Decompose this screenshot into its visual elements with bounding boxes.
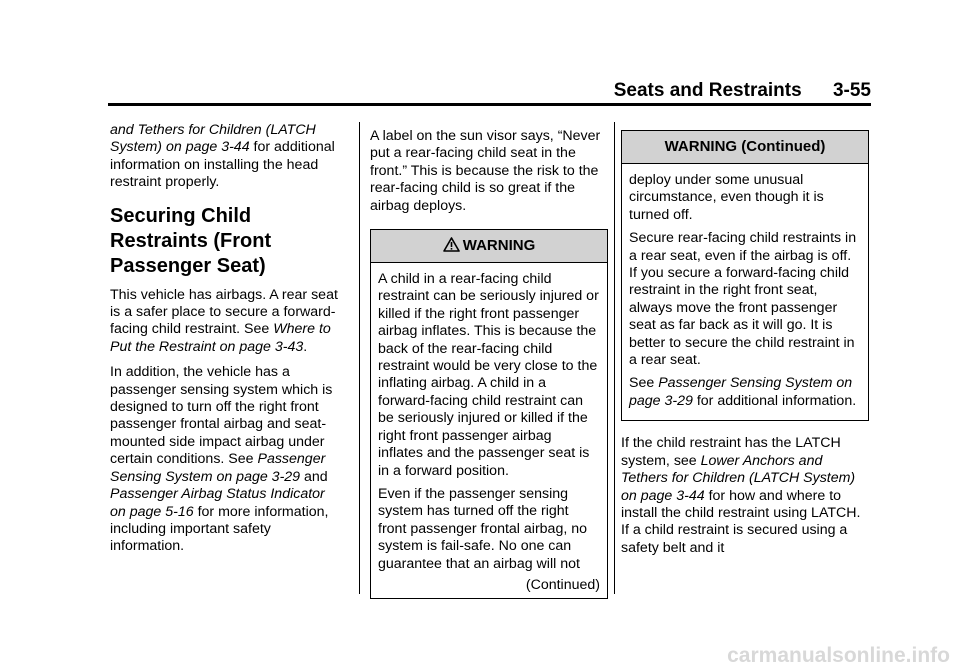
- paragraph: [110, 287, 342, 357]
- text: .: [303, 338, 308, 355]
- text: See: [629, 375, 659, 392]
- text: This vehicle has airbags. A rear seat is a safer place to secure a forward-facing child restraint. See: [110, 286, 338, 338]
- column-divider: [359, 122, 360, 594]
- cross-reference-link[interactable]: Where to Put the Restraint on page 3-43: [110, 321, 331, 355]
- column-left: [110, 122, 342, 564]
- text: for how and where to install the child restraint using LATCH. If a child restraint is secured using a safety belt and it: [621, 487, 861, 556]
- continued-label: (Continued): [525, 576, 600, 593]
- warning-header: [371, 230, 607, 263]
- paragraph: A label on the sun visor says, “Never put a rear-facing child seat in the front.” This is because the risk to the rear-facing child is so great if the airbag deploys.: [370, 128, 601, 214]
- column-right: [621, 130, 869, 565]
- paragraph: [110, 122, 342, 192]
- warning-header: WARNING (Continued): [622, 131, 868, 164]
- watermark: carmanualsonline.info: [727, 644, 950, 667]
- warning-box-continued: [621, 130, 869, 421]
- warning-box: [370, 229, 608, 599]
- cross-reference-link[interactable]: Passenger Airbag Status Indicator on page 5-16: [110, 486, 325, 520]
- paragraph: [621, 435, 869, 557]
- section-heading: Securing Child Restraints (Front Passenger Seat): [110, 204, 272, 277]
- text: and: [300, 468, 328, 485]
- warning-paragraph: A child in a rear-facing child restraint can be seriously injured or killed if the right front passenger airbag inflates. This is because the back of the rear-facing child restraint would be very close to the inflating airbag. A child in a forward-facing child restraint can be seriously injured or killed if the right front passenger airbag inflates and the passenger seat is in a forward position.: [378, 271, 599, 479]
- warning-paragraph: Even if the passenger sensing system has turned off the right front passenger frontal airbag, no system is fail-safe. No one can guarantee that an airbag will not: [378, 485, 588, 572]
- column-divider: [614, 122, 615, 594]
- cross-reference-link[interactable]: and Tethers for Children (LATCH System) on page 3-44: [110, 122, 316, 156]
- page-number: 3-55: [832, 80, 871, 101]
- text: for additional information on installing the head restraint properly.: [110, 139, 335, 191]
- paragraph: [110, 364, 342, 555]
- text: for more information, including important safety information.: [110, 503, 329, 555]
- warning-body: [371, 263, 607, 598]
- column-middle: [370, 128, 608, 599]
- warning-title: WARNING: [462, 237, 536, 255]
- text: If the child restraint has the LATCH system, see: [621, 435, 841, 469]
- cross-reference-link[interactable]: Passenger Sensing System on page 3-29: [110, 451, 326, 485]
- page-header: [614, 80, 871, 102]
- warning-paragraph: deploy under some unusual circumstance, even though it is turned off.: [629, 172, 824, 223]
- text: In addition, the vehicle has a passenger sensing system which is designed to turn off the right front passenger frontal airbag and seat-mounted side impact airbag under certain conditions. See: [110, 364, 333, 468]
- header-rule: [108, 103, 871, 106]
- text: for additional information.: [692, 392, 857, 409]
- warning-paragraph: Secure rear-facing child restraints in a rear seat, even if the airbag is off. If you secure a forward-facing child restraint in the right front seat, always move the front passenger seat as far back as it will go. It is better to secure the child restraint in a rear seat.: [629, 230, 857, 369]
- warning-paragraph: [629, 375, 861, 410]
- chapter-title: Seats and Restraints: [613, 80, 802, 101]
- warning-triangle-icon: [443, 232, 460, 264]
- cross-reference-link[interactable]: Passenger Sensing System on page 3-29: [629, 375, 853, 409]
- cross-reference-link[interactable]: Lower Anchors and Tethers for Children (LATCH System) on page 3-44: [621, 452, 856, 504]
- warning-body: [622, 164, 868, 420]
